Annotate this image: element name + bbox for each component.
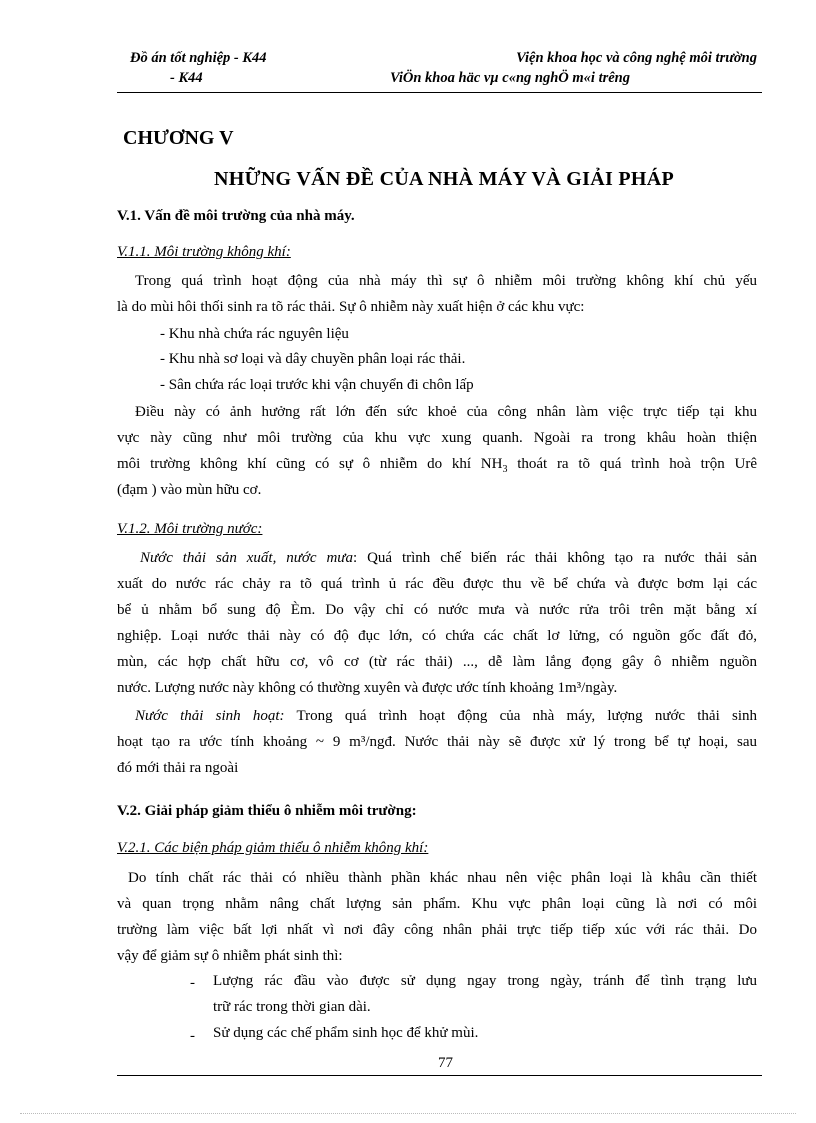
paragraph-line: Do tính chất rác thải có nhiều thành phần khác nhau nên việc phân loại là khâu cần thiết — [128, 870, 757, 886]
paragraph-line: nước. Lượng nước này không có thường xuyên và được ước tính khoảng 1m³/ngày. — [117, 680, 618, 696]
bullet-dash: - — [190, 975, 195, 991]
paragraph-text: môi trường không khí cũng có sự ô nhiễm do khí NH — [117, 456, 503, 472]
subsection-heading: V.1.2. Môi trường nước: — [117, 521, 263, 537]
paragraph-line: vực này cũng như môi trường của khu vực xung quanh. Ngoài ra trong khâu hoàn thiện — [117, 430, 757, 446]
chapter-title: NHỮNG VẤN ĐỀ CỦA NHÀ MÁY VÀ GIẢI PHÁP — [214, 168, 674, 190]
list-item: Lượng rác đầu vào được sử dụng ngay trong ngày, tránh để tình trạng lưu — [213, 973, 757, 989]
paragraph-line: xuất do nước rác chảy ra tõ quá trình ủ rác đều được thu về bể chứa và được bơm lại các — [117, 576, 757, 592]
section-heading: V.1. Vấn đề môi trường của nhà máy. — [117, 208, 355, 224]
paragraph-line: đó mới thải ra ngoài — [117, 760, 239, 776]
paragraph-line — [140, 550, 757, 567]
list-item: Sử dụng các chế phẩm sinh học để khử mùi. — [213, 1025, 479, 1041]
header-left-bottom: - K44 — [170, 70, 203, 86]
header-left-top: Đồ án tốt nghiệp - K44 — [130, 50, 267, 66]
paragraph-text: Trong quá trình hoạt động của nhà máy, lượng nước thải sinh — [284, 708, 757, 724]
page-number: 77 — [438, 1055, 453, 1071]
list-item: - Khu nhà sơ loại và dây chuyền phân loại rác thải. — [160, 351, 466, 367]
subsection-heading: V.2.1. Các biện pháp giảm thiểu ô nhiễm không khí: — [117, 840, 429, 856]
list-item: - Sân chứa rác loại trước khi vận chuyển đi chôn lấp — [160, 377, 474, 393]
paragraph-text: : Quá trình chế biến rác thải không tạo ra nước thải sản — [353, 550, 757, 566]
subscript: 3 — [502, 464, 508, 475]
lead-phrase: Nước thải sản xuất, nước mưa — [140, 550, 353, 566]
paragraph-line: bể ủ nhằm bổ sung độ Èm. Do vậy chỉ có nước mưa và nước rửa trôi trên mặt bằng xí — [117, 602, 757, 618]
paragraph-line: (đạm ) vào mùn hữu cơ. — [117, 482, 262, 498]
paragraph-line: vậy để giảm sự ô nhiễm phát sinh thì: — [117, 948, 343, 964]
paragraph-text: thoát ra tõ quá trình hoà trộn Urê — [507, 456, 757, 472]
paragraph-line: nghiệp. Loại nước thải này có độ đục lớn, có chứa các chất lơ lửng, có nguồn gốc đất đỏ, — [117, 628, 757, 644]
paragraph-line — [135, 708, 757, 725]
paragraph-line: là do mùi hôi thối sinh ra tõ rác thải. Sự ô nhiễm này xuất hiện ở các khu vực: — [117, 299, 585, 315]
paragraph-line: trường làm việc bất lợi nhất vì nơi đây công nhân phải trực tiếp tiếp xúc với rác thải. Do — [117, 922, 757, 938]
header-right-bottom: ViÖn khoa häc vµ c«ng nghÖ m«i trêng — [390, 70, 630, 86]
chapter-label: CHƯƠNG V — [123, 127, 234, 149]
bullet-dash: - — [190, 1028, 195, 1044]
lead-phrase: Nước thải sinh hoạt: — [135, 708, 285, 724]
paragraph-line: hoạt tạo ra ước tính khoảng ~ 9 m³/ngđ. Nước thải này sẽ được xử lý trong bể tự hoại, sau — [117, 734, 757, 750]
paragraph-line: mùn, các hợp chất hữu cơ, vô cơ (từ rác thải) ..., dễ làm lắng đọng gây ô nhiễm nguồn — [117, 654, 757, 670]
footer-rule — [117, 1075, 762, 1076]
subsection-heading: V.1.1. Môi trường không khí: — [117, 244, 291, 260]
list-item: - Khu nhà chứa rác nguyên liệu — [160, 326, 349, 342]
list-item: trữ rác trong thời gian dài. — [213, 999, 371, 1015]
header-rule — [117, 92, 762, 93]
paragraph-line — [117, 456, 757, 475]
paragraph-line: Trong quá trình hoạt động của nhà máy thì sự ô nhiễm môi trường không khí chủ yếu — [135, 273, 757, 289]
header-right-top: Viện khoa học và công nghệ môi trường — [516, 50, 757, 66]
section-heading: V.2. Giải pháp giảm thiểu ô nhiễm môi trường: — [117, 803, 417, 819]
paragraph-line: và quan trọng nhằm nâng chất lượng sản phẩm. Khu vực phân loại cũng là nơi có môi — [117, 896, 757, 912]
paragraph-line: Điều này có ảnh hưởng rất lớn đến sức khoẻ của công nhân làm việc trực tiếp tại khu — [135, 404, 757, 420]
page-edge-divider — [20, 1113, 796, 1114]
